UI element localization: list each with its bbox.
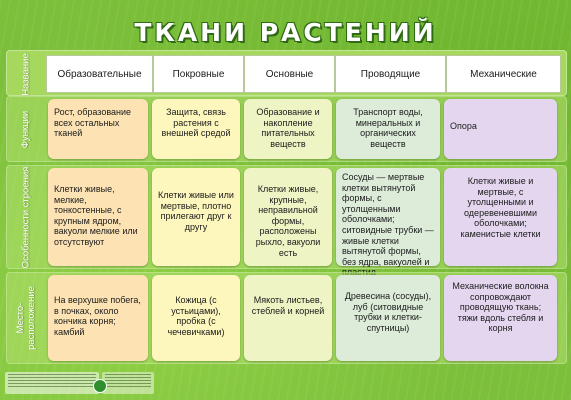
row-label-location [6,272,46,364]
row-label-structure [6,165,46,269]
location-conducting: Древесина (сосуды), луб (ситовидные трубки и клетки-спутницы) [336,275,440,361]
structure-mechanical: Клетки живые и мертвые, с утолщенными и одеревеневшими оболочками; каменистые клетки [444,168,557,266]
functions-mechanical: Опора [444,99,557,159]
row-label-name-text: Название [20,52,32,96]
location-covering: Кожица (с устьицами), пробка (с чечевичками) [152,275,240,361]
structure-ground: Клетки живые, крупные, неправильной формы, расположены рыхло, вакуоли есть [244,168,332,266]
functions-ground: Образование и накопление питательных веществ [244,99,332,159]
location-mechanical: Механические волокна сопровождают проводящую ткань; тяжи вдоль стебля и корня [444,275,557,361]
structure-covering: Клетки живые или мертвые, плотно прилегают друг к другу [152,168,240,266]
structure-educational: Клетки живые, мелкие, тонкостенные, с крупным ядром, вакуоли мелкие или отсутствуют [48,168,148,266]
publisher-info-block [5,372,99,394]
column-header-conducting: Проводящие [335,55,446,93]
location-ground: Мякоть листьев, стеблей и корней [244,275,332,361]
column-header-covering: Покровные [153,55,244,93]
page-title: ТКАНИ РАСТЕНИЙ [134,18,437,47]
column-header-ground: Основные [244,55,335,93]
row-label-functions [6,96,46,162]
structure-conducting: Сосуды — мертвые клетки вытянутой формы, с утолщенными оболочками; ситовидные трубки — живые клетки вытянутой формы, без ядра, вакуолей и [336,168,440,266]
column-header-mechanical: Механические [446,55,561,93]
functions-conducting: Транспорт воды, минеральных и органических веществ [336,99,440,159]
row-label-name [6,52,46,96]
row-label-location-text: Место-расположение [15,286,37,350]
publisher-info-block-secondary [102,372,154,394]
row-label-structure-text: Особенности строения [20,166,32,268]
column-header-educational: Образовательные [46,55,153,93]
functions-educational: Рост, образование всех остальных тканей [48,99,148,159]
publisher-logo-icon [93,379,107,393]
location-educational: На верхушке побега, в почках, около кончика корня; камбий [48,275,148,361]
functions-covering: Защита, связь растения с внешней средой [152,99,240,159]
row-label-functions-text: Функции [20,110,32,148]
